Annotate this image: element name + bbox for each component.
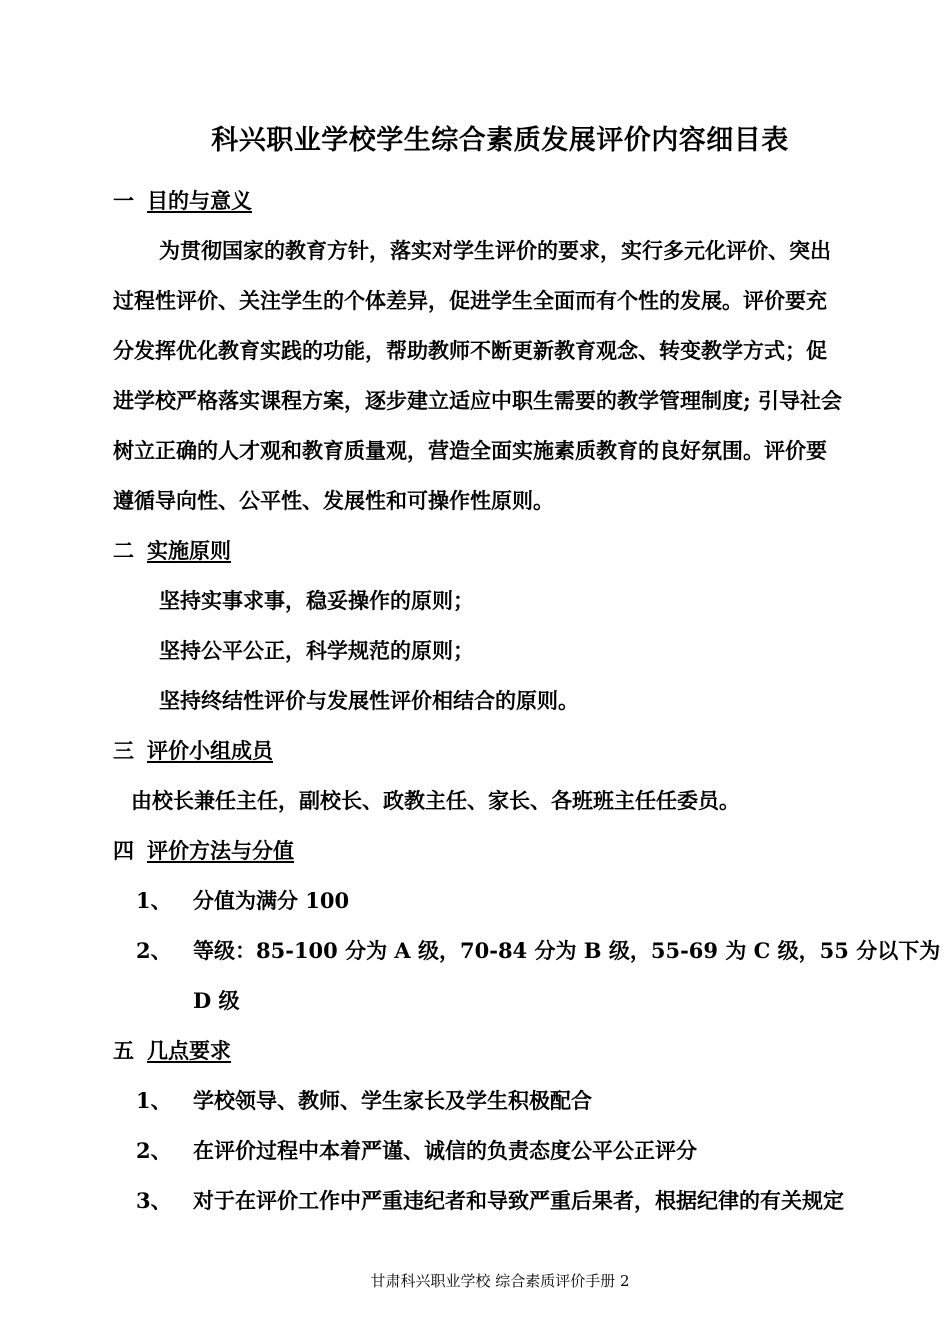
paragraph-line: 树立正确的人才观和教育质量观，营造全面实施素质教育的良好氛围。评价要 (113, 438, 827, 463)
principle-line: 坚持终结性评价与发展性评价相结合的原则。 (159, 688, 579, 713)
members-text: 由校长兼任主任，副校长、政教主任、家长、各班班主任任委员。 (131, 788, 740, 813)
list-item (136, 1186, 896, 1216)
paragraph-line: 进学校严格落实课程方案，逐步建立适应中职生需要的教学管理制度; 引导社会 (113, 388, 843, 413)
section-title: 目的与意义 (147, 188, 252, 213)
section-title: 评价小组成员 (147, 738, 273, 763)
section-heading-5 (113, 1036, 231, 1066)
section-number: 五 (113, 1038, 134, 1063)
list-item-index: 1、 (136, 888, 172, 913)
list-item-continuation: D 级 (193, 988, 240, 1013)
list-item-text: 学校领导、教师、学生家长及学生积极配合 (193, 1088, 592, 1113)
list-item-index: 1、 (136, 1088, 172, 1113)
page-footer: 甘肃科兴职业学校 综合素质评价手册 2 (370, 1272, 630, 1290)
paragraph-line: 过程性评价、关注学生的个体差异，促进学生全面而有个性的发展。评价要充 (113, 288, 827, 313)
section-heading-4 (113, 836, 294, 866)
paragraph-line: 分发挥优化教育实践的功能，帮助教师不断更新教育观念、转变教学方式；促 (113, 338, 827, 363)
list-item (136, 936, 941, 966)
list-item-text: 等级：85-100 分为 A 级，70-84 分为 B 级，55-69 为 C 级，55 分以下为 (193, 938, 941, 963)
paragraph-line: 为贯彻国家的教育方针，落实对学生评价的要求，实行多元化评价、突出 (159, 238, 831, 263)
list-item (136, 1086, 896, 1116)
section-number: 四 (113, 838, 134, 863)
section-heading-1 (113, 186, 252, 216)
list-item (136, 1136, 896, 1166)
section-number: 二 (113, 538, 134, 563)
section-title: 评价方法与分值 (147, 838, 294, 863)
list-item-text: 对于在评价工作中严重违纪者和导致严重后果者，根据纪律的有关规定 (193, 1188, 844, 1213)
section-title: 实施原则 (147, 538, 231, 563)
list-item-index: 2、 (136, 1138, 172, 1163)
paragraph-line: 遵循导向性、公平性、发展性和可操作性原则。 (113, 488, 554, 513)
list-item-text: 在评价过程中本着严谨、诚信的负责态度公平公正评分 (193, 1138, 697, 1163)
section-title: 几点要求 (147, 1038, 231, 1063)
principle-line: 坚持实事求事，稳妥操作的原则； (159, 588, 474, 613)
page-title: 科兴职业学校学生综合素质发展评价内容细目表 (211, 125, 789, 156)
list-item-index: 2、 (136, 938, 172, 963)
list-item-index: 3、 (136, 1188, 172, 1213)
section-heading-2 (113, 536, 231, 566)
section-number: 三 (113, 738, 134, 763)
list-item (136, 886, 896, 916)
section-heading-3 (113, 736, 273, 766)
list-item-text: 分值为满分 100 (193, 888, 350, 913)
section-number: 一 (113, 188, 134, 213)
principle-line: 坚持公平公正，科学规范的原则； (159, 638, 474, 663)
